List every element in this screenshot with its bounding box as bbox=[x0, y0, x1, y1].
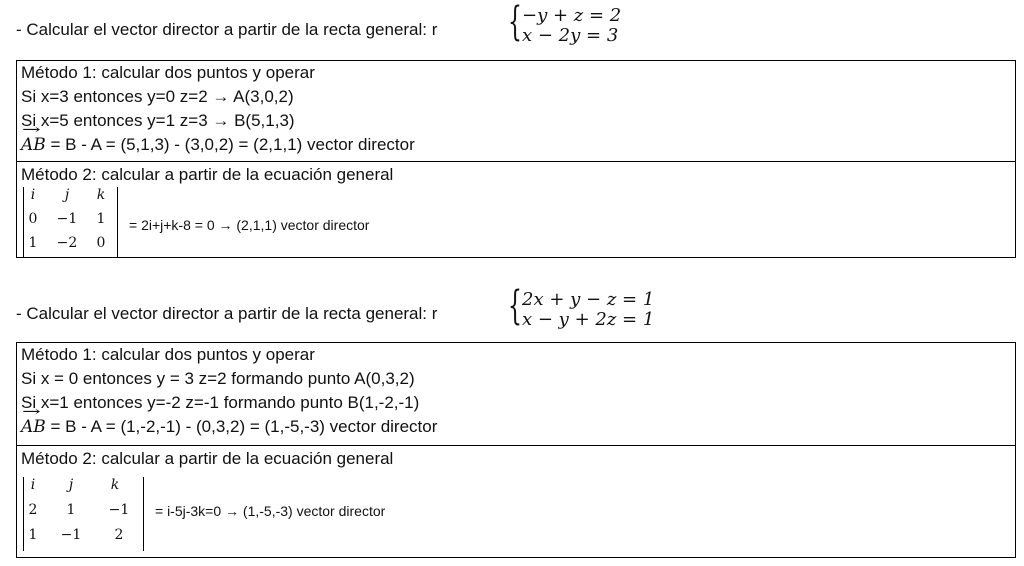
det-cell: k bbox=[110, 477, 120, 493]
methods-divider bbox=[17, 161, 1015, 162]
method1-line-3-text: = B - A = (5,1,3) - (3,0,2) = (2,1,1) vector director bbox=[45, 135, 415, 154]
system-eq-1: 2x + y − z = 1 bbox=[522, 289, 655, 310]
determinant bbox=[21, 477, 141, 551]
det-cell: −1 bbox=[108, 502, 130, 518]
det-cell: −1 bbox=[60, 527, 82, 543]
det-cell: i bbox=[30, 187, 36, 203]
ab-vector-label: → AB bbox=[21, 417, 46, 437]
det-cell: 2 bbox=[114, 527, 124, 543]
system-eq-2: x − y + 2z = 1 bbox=[522, 309, 655, 330]
method2-result: = i-5j-3k=0 → (1,-5,-3) vector director bbox=[155, 503, 386, 519]
section-2 bbox=[0, 282, 1024, 562]
determinant-right-bar bbox=[117, 187, 118, 257]
det-cell: 1 bbox=[28, 527, 38, 543]
section-1-prompt: - Calcular el vector director a partir de la recta general: r bbox=[16, 20, 438, 39]
system-eq-2: x − 2y = 3 bbox=[522, 25, 619, 46]
section-1 bbox=[0, 0, 1024, 262]
det-cell: −1 bbox=[56, 211, 78, 227]
method1-line-2: Si x=5 entonces y=1 z=3 → B(5,1,3) bbox=[21, 111, 295, 130]
method1-title: Método 1: calcular dos puntos y operar bbox=[21, 345, 315, 364]
system-eq-1: −y + z = 2 bbox=[522, 5, 622, 26]
determinant bbox=[21, 187, 117, 257]
det-cell: i bbox=[30, 477, 36, 493]
method1-line-3 bbox=[21, 417, 437, 437]
method2-title: Método 2: calcular a partir de la ecuación general bbox=[21, 165, 394, 184]
section-1-methods-box bbox=[16, 60, 1016, 258]
method2-result: = 2i+j+k-8 = 0 → (2,1,1) vector director bbox=[129, 217, 370, 233]
det-cell: 1 bbox=[66, 502, 76, 518]
section-2-prompt: - Calcular el vector director a partir de la recta general: r bbox=[16, 304, 438, 323]
det-cell: 0 bbox=[96, 235, 106, 251]
det-cell: j bbox=[64, 187, 70, 203]
method1-title: Método 1: calcular dos puntos y operar bbox=[21, 63, 315, 82]
det-cell: k bbox=[96, 187, 106, 203]
method1-line-1: Si x=3 entonces y=0 z=2 → A(3,0,2) bbox=[21, 87, 294, 106]
method1-line-3-text: = B - A = (1,-2,-1) - (0,3,2) = (1,-5,-3) vector director bbox=[45, 417, 438, 436]
methods-divider bbox=[17, 445, 1015, 446]
det-cell: −2 bbox=[56, 235, 78, 251]
det-cell: 2 bbox=[28, 502, 38, 518]
method1-line-2: Si x=1 entonces y=-2 z=-1 formando punto B(1,-2,-1) bbox=[21, 393, 420, 412]
method1-line-1: Si x = 0 entonces y = 3 z=2 formando punto A(0,3,2) bbox=[21, 369, 415, 388]
determinant-right-bar bbox=[143, 477, 144, 551]
det-cell: 1 bbox=[96, 211, 106, 227]
det-cell: 1 bbox=[28, 235, 38, 251]
det-cell: 0 bbox=[28, 211, 38, 227]
ab-vector-label: → AB bbox=[21, 135, 46, 155]
system-brace: { bbox=[508, 0, 522, 45]
section-2-methods-box bbox=[16, 342, 1016, 558]
method1-line-3 bbox=[21, 135, 415, 155]
system-brace: { bbox=[508, 283, 522, 329]
det-cell: j bbox=[68, 477, 74, 493]
method2-title: Método 2: calcular a partir de la ecuación general bbox=[21, 449, 394, 468]
